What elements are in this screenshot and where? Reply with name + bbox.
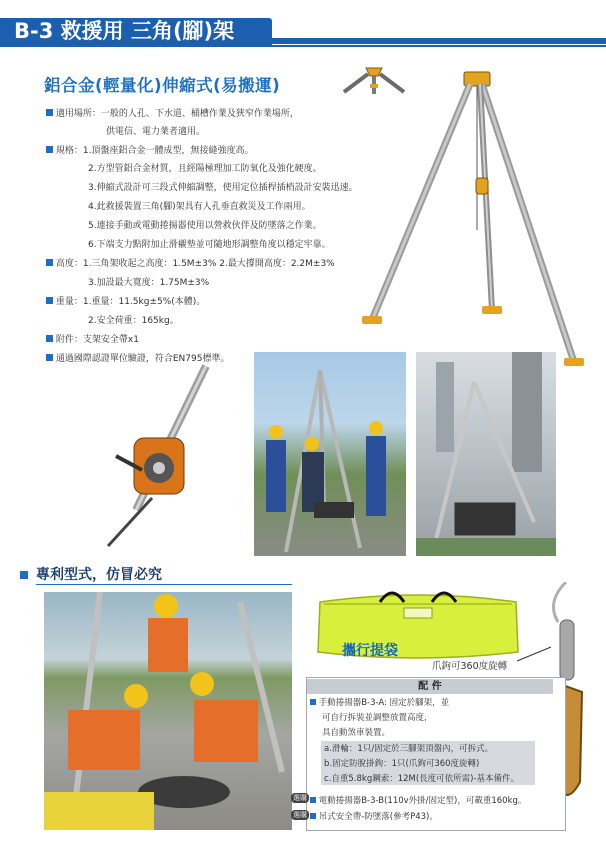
accessory-item-1c: 具自動煞車裝置。 bbox=[322, 728, 391, 738]
field-photo-manhole bbox=[416, 352, 556, 556]
usage-text: 一般的人孔、下水道、桶槽作業及狹窄作業場所， bbox=[100, 109, 299, 119]
bullet-icon bbox=[310, 813, 316, 819]
spec-text-4: 4.此救援裝置三角(腳)架具有人孔垂直救災及工作兩用。 bbox=[88, 202, 311, 212]
height-text-2: 3.加設最大寬度：1.75M±3% bbox=[88, 278, 210, 288]
spec-line-1 bbox=[46, 145, 253, 157]
bullet-icon bbox=[46, 259, 53, 266]
spec-label: 規格： bbox=[55, 146, 83, 156]
spec-text-3: 3.伸縮式設計可三段式伸縮調整，使用定位插桿插梢設計安裝迅速。 bbox=[88, 183, 358, 193]
accessory-item-1d: a.滑輪：1只/固定於三腳架頂盤內，可拆式。 bbox=[324, 744, 494, 754]
accessory-item-1a: 手動捲揚器B-3-A: 固定於腳架，並 bbox=[318, 698, 450, 708]
accessory-item-3-text: 吊式安全帶-防墜落(參考P43)。 bbox=[318, 812, 438, 822]
bullet-icon bbox=[46, 146, 53, 153]
height-line-1 bbox=[46, 258, 335, 270]
spec-text-1: 1.頂盤座鋁合金一體成型，無接縫強度高。 bbox=[82, 146, 254, 156]
spec-text-2: 2.方型管鋁合金材質，且經陽極理加工防氧化及強化硬度。 bbox=[88, 164, 322, 174]
bullet-icon bbox=[46, 354, 53, 361]
usage-line bbox=[46, 108, 299, 120]
weight-label: 重量： bbox=[55, 297, 83, 307]
hook-pointer-line bbox=[515, 645, 555, 665]
bag-label: 攜行提袋 bbox=[342, 643, 398, 659]
field-photo-workers bbox=[254, 352, 406, 556]
weight-line-1 bbox=[46, 296, 205, 308]
bullet-icon bbox=[46, 297, 53, 304]
usage-label: 適用場所： bbox=[55, 109, 101, 119]
cert-text: 通過國際認證單位驗證，符合EN795標準。 bbox=[55, 354, 230, 364]
spec-text-5: 5.連接手動或電動捲揚器使用以營救伙伴及防墜落之作業。 bbox=[88, 221, 322, 231]
accessory-item-1b: 可自行拆裝並調整放置高度， bbox=[322, 713, 433, 723]
accessory-item-2 bbox=[310, 796, 526, 807]
accessory-line bbox=[46, 334, 139, 346]
tripod-icon bbox=[352, 70, 592, 380]
accessory-item-1f: c.自重5.8kg鋼索：12M(長度可依所需)-基本備件。 bbox=[324, 774, 520, 784]
product-subtitle: 鋁合金(輕量化)伸縮式(易搬運) bbox=[44, 76, 281, 95]
accessory-item-3 bbox=[310, 812, 438, 823]
section-rule bbox=[36, 584, 292, 585]
page-title: B-3 救援用 三角(腳)架 bbox=[0, 18, 272, 45]
spec-text-6: 6.下端支力點附加止滑襯墊並可隨地形調整角度以穩定牢靠。 bbox=[88, 240, 331, 250]
accessory-text: 支架安全帶x1 bbox=[82, 335, 139, 345]
bullet-icon bbox=[46, 109, 53, 116]
optional-tag-1: 選購 bbox=[293, 794, 307, 802]
height-text-1: 1.三角架收起之高度：1.5M±3% 2.最大撐開高度：2.2M±3% bbox=[82, 259, 335, 269]
bullet-icon bbox=[310, 797, 316, 803]
accessory-label: 附件： bbox=[55, 335, 83, 345]
winch-icon bbox=[56, 360, 246, 550]
weight-text-2: 2.安全荷重：165kg。 bbox=[88, 316, 179, 326]
height-label: 高度： bbox=[55, 259, 83, 269]
section-bullet-icon bbox=[20, 571, 28, 579]
hook-label: 爪鉤可360度旋轉 bbox=[432, 661, 508, 672]
rescue-team-photo bbox=[44, 592, 292, 830]
weight-text-1: 1.重量：11.5kg±5%(本體)。 bbox=[82, 297, 206, 307]
header-underline bbox=[0, 45, 606, 47]
bullet-icon bbox=[310, 699, 316, 705]
accessory-item-2-text: 電動捲揚器B-3-B(110v外掛/固定型)，可載重160kg。 bbox=[318, 796, 527, 806]
header-rule bbox=[272, 38, 606, 44]
bullet-icon bbox=[46, 335, 53, 342]
section-patent-title: 專利型式，仿冒必究 bbox=[36, 567, 162, 583]
accessories-title: 配 件 bbox=[307, 679, 553, 694]
accessory-item-1e: b.固定防脫掛鉤：1只(爪鉤可360度旋轉) bbox=[324, 759, 480, 769]
optional-tag-2: 選購 bbox=[293, 811, 307, 819]
usage-text-2: 供電信、電力業者適用。 bbox=[106, 127, 206, 137]
accessory-item-1 bbox=[310, 698, 449, 709]
